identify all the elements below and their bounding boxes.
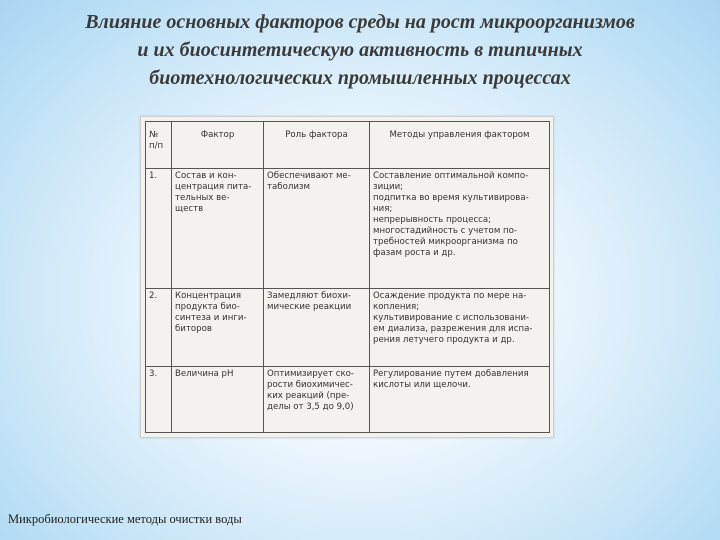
header-methods: Методы управления фактором bbox=[370, 122, 550, 169]
row-factor: Состав и кон- центрация пита- тельных ве- ществ bbox=[172, 169, 264, 289]
factors-table bbox=[145, 121, 550, 433]
row-role: Замедляют биохи- мические реакции bbox=[264, 289, 370, 367]
row-role: Оптимизирует ско- рости биохимичес- ких реакций (пре- делы от 3,5 до 9,0) bbox=[264, 367, 370, 433]
table-row bbox=[146, 289, 550, 367]
row-methods: Составление оптимальной компо- зиции; подпитка во время культивирова- ния; непрерывность процесса; многостадийность с учетом по- требностей микроорганизма по фазам роста и др. bbox=[370, 169, 550, 289]
table-row bbox=[146, 169, 550, 289]
row-role: Обеспечивают ме- таболизм bbox=[264, 169, 370, 289]
row-number: 1. bbox=[146, 169, 172, 289]
slide-title-line-2: и их биосинтетическую активность в типичных bbox=[137, 39, 583, 61]
slide-title-line-1: Влияние основных факторов среды на рост микроорганизмов bbox=[85, 11, 635, 33]
row-number: 3. bbox=[146, 367, 172, 433]
row-methods: Регулирование путем добавления кислоты или щелочи. bbox=[370, 367, 550, 433]
row-number: 2. bbox=[146, 289, 172, 367]
header-role: Роль фактора bbox=[264, 122, 370, 169]
scanned-table-image bbox=[140, 116, 554, 438]
slide-title-line-3: биотехнологических промышленных процессах bbox=[149, 67, 571, 89]
header-factor: Фактор bbox=[172, 122, 264, 169]
table-header-row bbox=[146, 122, 550, 169]
header-number: № п/п bbox=[146, 122, 172, 169]
table-row bbox=[146, 367, 550, 433]
row-factor: Величина pH bbox=[172, 367, 264, 433]
slide-footer: Микробиологические методы очистки воды bbox=[8, 512, 242, 526]
slide-title bbox=[20, 8, 700, 92]
row-factor: Концентрация продукта био- синтеза и инги- биторов bbox=[172, 289, 264, 367]
row-methods: Осаждение продукта по мере на- копления; культивирование с использовани- ем диализа, разрежения для испа- рения летучего продукта и др. bbox=[370, 289, 550, 367]
